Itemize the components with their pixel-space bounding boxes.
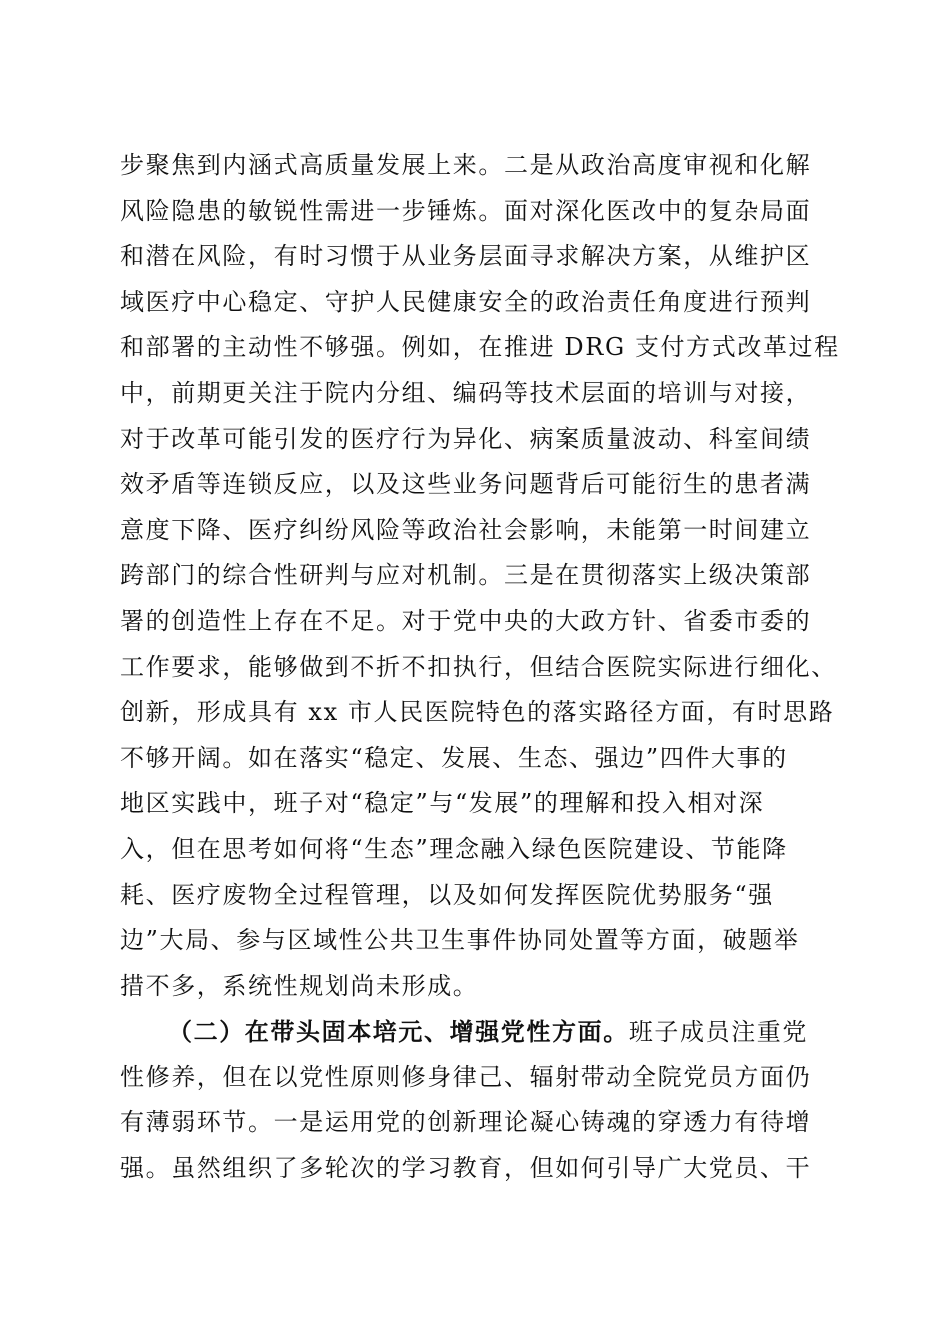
text-line: 跨部门的综合性研判与应对机制。三是在贯彻落实上级决策部 [120, 561, 812, 590]
text-line: 边”大局、参与区域性公共卫生事件协同处置等方面，破题举 [120, 926, 800, 955]
text-line: 意度下降、医疗纠纷风险等政治社会影响，未能第一时间建立 [120, 515, 812, 544]
text-line: 有薄弱环节。一是运用党的创新理论凝心铸魂的穿透力有待增 [120, 1108, 812, 1137]
text-line: 性修养，但在以党性原则修身律己、辐射带动全院党员方面仍 [120, 1062, 812, 1091]
text-line: 创新，形成具有 xx 市人民医院特色的落实路径方面，有时思路 [120, 698, 835, 727]
text-line: 强。虽然组织了多轮次的学习教育，但如何引导广大党员、干 [120, 1154, 812, 1183]
text-line: 地区实践中，班子对“稳定”与“发展”的理解和投入相对深 [120, 789, 765, 818]
text-line: 入，但在思考如何将“生态”理念融入绿色医院建设、节能降 [120, 834, 788, 863]
text-line: 工作要求，能够做到不折不扣执行，但结合医院实际进行细化、 [120, 652, 837, 681]
text-line: 域医疗中心稳定、守护人民健康安全的政治责任角度进行预判 [120, 287, 812, 316]
text-line: 署的创造性上存在不足。对于党中央的大政方针、省委市委的 [120, 606, 812, 635]
text-line: 措不多，系统性规划尚未形成。 [120, 971, 479, 1000]
section-heading: （二）在带头固本培元、增强党性方面。 [168, 1017, 629, 1047]
body-text [120, 143, 840, 1192]
section-heading-continuation: 班子成员注重党 [628, 1018, 809, 1047]
text-line: 耗、医疗废物全过程管理，以及如何发挥医院优势服务“强 [120, 880, 774, 909]
text-line: 和部署的主动性不够强。例如，在推进 DRG 支付方式改革过程 [120, 333, 840, 362]
section-heading-line [120, 1009, 840, 1055]
text-line: 不够开阔。如在落实“稳定、发展、生态、强边”四件大事的 [120, 743, 788, 772]
text-line: 步聚焦到内涵式高质量发展上来。二是从政治高度审视和化解 [120, 151, 812, 179]
text-line: 和潜在风险，有时习惯于从业务层面寻求解决方案，从维护区 [120, 242, 812, 271]
text-line: 对于改革可能引发的医疗行为异化、病案质量波动、科室间绩 [120, 424, 812, 453]
text-line: 效矛盾等连锁反应，以及这些业务问题背后可能衍生的患者满 [120, 470, 812, 499]
text-line: 风险隐患的敏锐性需进一步锤炼。面对深化医改中的复杂局面 [120, 196, 812, 225]
text-line: 中，前期更关注于院内分组、编码等技术层面的培训与对接， [120, 378, 812, 407]
